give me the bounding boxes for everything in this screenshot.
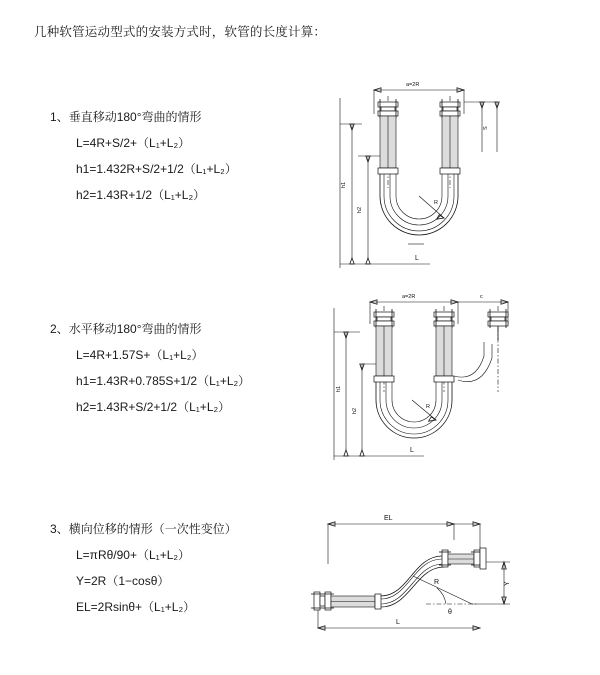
svg-text:R: R [434,200,438,206]
svg-text:L: L [415,255,419,262]
section-1-number: 1、 [50,110,69,124]
svg-text:L: L [410,447,414,454]
vertical-180-bend-diagram [312,68,572,298]
section-1-formula-1: L=4R+S/2+（L₁+L₂） [76,136,191,150]
section-1-text [50,108,310,212]
section-3-text [50,520,310,624]
section-3-heading-label: 横向位移的情形（一次性变位） [68,522,237,536]
svg-text:c: c [480,294,483,300]
section-2-formula-3: h2=1.43R+S/2+1/2（L₁+L₂） [76,400,231,414]
section-2-heading [50,320,310,337]
section-3-number: 3、 [50,522,69,536]
section-2-heading-label: 水平移动180°弯曲的情形 [68,322,202,336]
section-3-formula-3: EL=2Rsinθ+（L₁+L₂） [76,600,196,614]
section-3-heading [50,520,310,537]
section-1-formula-3: h2=1.43R+1/2（L₁+L₂） [76,188,206,202]
svg-text:EL: EL [384,515,393,522]
section-1-heading-label: 垂直移动180°弯曲的情形 [68,110,202,124]
section-3-formula-1: L=πRθ/90+（L₁+L₂） [76,548,191,562]
section-1-heading [50,108,310,125]
section-2-number: 2、 [50,322,69,336]
svg-text:h2: h2 [357,206,363,213]
horizontal-180-bend-diagram [312,280,572,490]
svg-text:h1: h1 [341,181,347,188]
svg-text:R: R [426,404,430,410]
section-2-formula-1: L=4R+1.57S+（L₁+L₂） [76,348,204,362]
svg-text:R: R [434,579,440,586]
svg-text:θ: θ [448,609,452,616]
section-2-formula-2: h1=1.43R+0.785S+1/2（L₁+L₂） [76,374,251,388]
svg-text:L: L [396,619,400,626]
svg-text:h2: h2 [352,407,358,414]
section-1-formula-2: h1=1.432R+S/2+1/2（L₁+L₂） [76,162,237,176]
svg-text:a=2R: a=2R [402,294,416,300]
svg-text:S: S [483,126,489,130]
section-3-formula-2: Y=2R（1−cosθ） [76,574,170,588]
section-2-text [50,320,310,424]
lateral-offset-diagram [296,500,576,650]
svg-text:h1: h1 [336,385,342,392]
page-title: 几种软管运动型式的安装方式时，软管的长度计算： [34,25,327,39]
svg-text:Y: Y [504,581,511,586]
svg-text:a=2R: a=2R [406,82,420,88]
